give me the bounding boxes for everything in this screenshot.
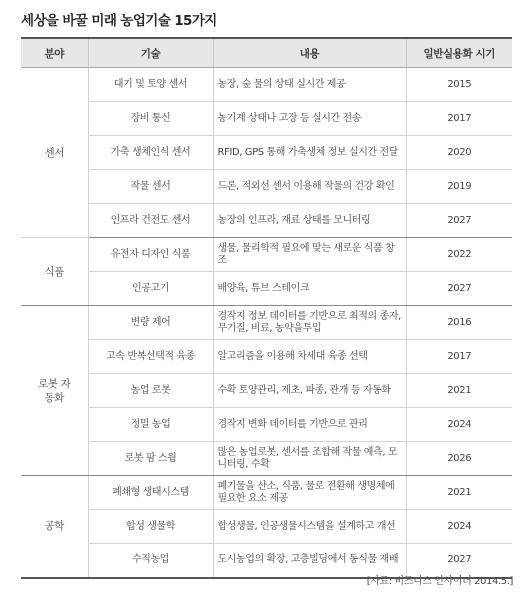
content-cell: 수확 토양관리, 제초, 파종, 관개 등 자동화 [213,374,406,408]
tech-cell: 가축 생체인식 센서 [88,136,213,170]
field-cell-robot [21,306,88,476]
field-cell-engineering: 공학 [21,476,88,578]
year-cell: 2022 [406,238,512,272]
table-row [21,136,512,170]
field-label-robot: 로봇 자동화 [38,377,71,404]
year-cell: 2026 [406,442,512,476]
tech-cell: 인프라 건전도 센서 [88,204,213,238]
year-cell: 2015 [406,68,512,102]
table-row [21,374,512,408]
year-cell: 2027 [406,204,512,238]
tech-cell: 작물 센서 [88,170,213,204]
content-cell: 합성생물, 인공생물시스템을 설계하고 개선 [213,510,406,544]
table-row [21,68,512,102]
table-row [21,306,512,340]
table-row [21,102,512,136]
tech-cell: 인공고기 [88,272,213,306]
year-cell: 2024 [406,510,512,544]
header-year: 일반실용화 시기 [406,38,512,68]
tech-cell: 폐쇄형 생태시스템 [88,476,213,510]
tech-cell: 유전자 디자인 식품 [88,238,213,272]
header-content: 내용 [213,38,406,68]
tech-cell: 변량 제어 [88,306,213,340]
content-cell: RFID, GPS 통해 가축생체 정보 실시간 전달 [213,136,406,170]
table-row [21,340,512,374]
content-cell: 배양육, 튜브 스테이크 [213,272,406,306]
content-cell: 도시농업의 확장, 고층빌딩에서 동식물 재배 [213,544,406,578]
table-row [21,272,512,306]
year-cell: 2027 [406,544,512,578]
header-field: 분야 [21,38,88,68]
agri-tech-table [21,37,512,579]
year-cell: 2017 [406,340,512,374]
content-cell: 경작지 변화 데이터를 기반으로 관리 [213,408,406,442]
field-cell-food: 식품 [21,238,88,306]
tech-cell: 고속 반복선택적 육종 [88,340,213,374]
tech-cell: 농업 로봇 [88,374,213,408]
source-note: [자료: 비즈니스 인사이더 2014.5.] [366,576,513,587]
content-cell: 드론, 적외선 센서 이용해 작물의 건강 확인 [213,170,406,204]
field-cell-sensor: 센서 [21,68,88,238]
year-cell: 2021 [406,374,512,408]
content-cell: 알고리즘을 이용해 차세대 육종 선택 [213,340,406,374]
tech-cell: 합성 생물학 [88,510,213,544]
content-cell: 농장, 숲 물의 상태 실시간 제공 [213,68,406,102]
tech-cell: 장비 통신 [88,102,213,136]
year-cell: 2016 [406,306,512,340]
table-row [21,170,512,204]
content-cell: 경작지 정보 데이터를 기반으로 최적의 종자, 무기질, 비료, 농약을투입 [213,306,406,340]
tech-cell: 대기 및 토양 센서 [88,68,213,102]
content-cell: 폐기물을 산소, 식품, 물로 전환해 생명체에 필요한 요소 제공 [213,476,406,510]
year-cell: 2019 [406,170,512,204]
header-tech: 기술 [88,38,213,68]
table-header-row [21,38,512,68]
table-row [21,238,512,272]
table-row [21,204,512,238]
content-cell: 농장의 인프라, 재료 상태를 모니터링 [213,204,406,238]
year-cell: 2027 [406,272,512,306]
table-row [21,408,512,442]
table-row [21,442,512,476]
year-cell: 2021 [406,476,512,510]
year-cell: 2020 [406,136,512,170]
content-cell: 농기계 상태나 고장 등 실시간 전송 [213,102,406,136]
tech-cell: 정밀 농업 [88,408,213,442]
content-cell: 많은 농업로봇, 센서를 조합해 작물 예측, 모니터링, 수확 [213,442,406,476]
content-cell: 생물, 물리학적 필요에 맞는 새로운 식품 창조 [213,238,406,272]
tech-cell: 로봇 팜 스웜 [88,442,213,476]
table-row [21,510,512,544]
year-cell: 2017 [406,102,512,136]
year-cell: 2024 [406,408,512,442]
tech-cell: 수직농업 [88,544,213,578]
table-row [21,476,512,510]
page-title: 세상을 바꿀 미래 농업기술 15가지 [21,13,217,29]
